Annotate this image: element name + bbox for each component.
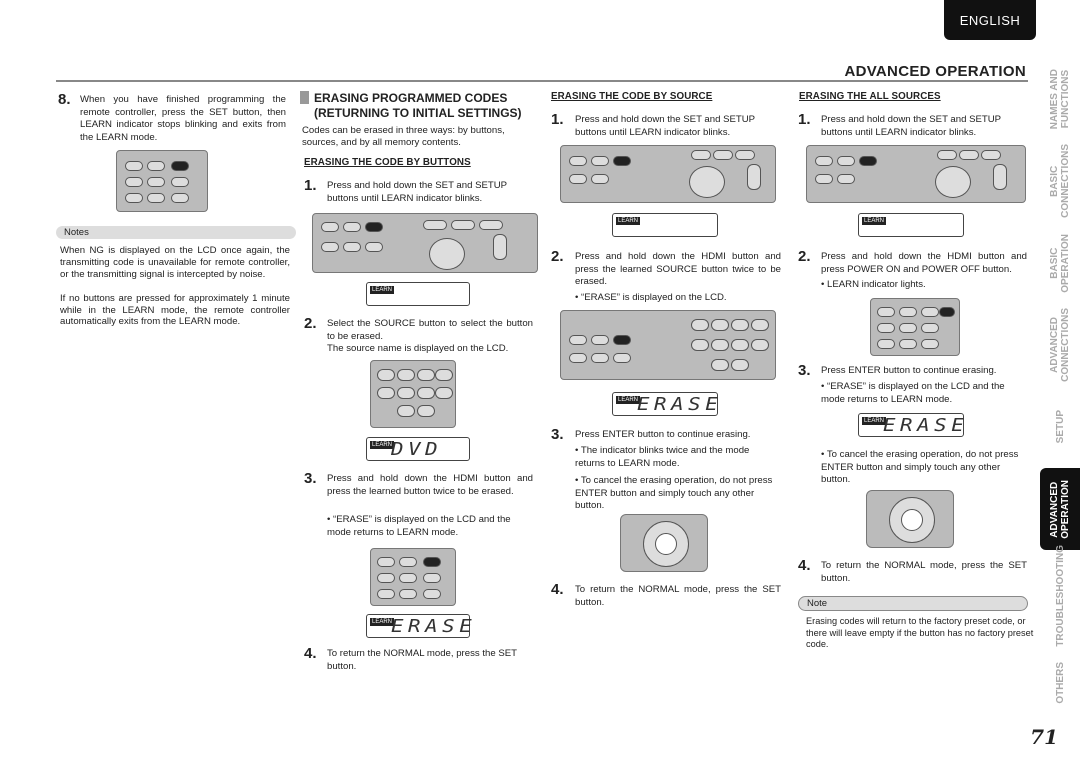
notes-label: Notes <box>56 226 296 239</box>
step-text: To return the NORMAL mode, press the SET button. <box>575 584 781 608</box>
step-number: 1. <box>304 177 317 194</box>
step-number: 2. <box>304 315 317 332</box>
side-tab-names-functions[interactable]: NAMES AND FUNCTIONS <box>1049 68 1071 130</box>
erase-intro: Codes can be erased in three ways: by buttons, sources, and by all memory contents. <box>302 125 505 148</box>
step-text: Press and hold down the HDMI button and press the learned SOURCE button twice to be erased. <box>575 251 781 287</box>
step-number: 2. <box>798 248 811 265</box>
subheading-all-sources: ERASING THE ALL SOURCES <box>799 91 941 102</box>
step-text: Press and hold down the SET and SETUP buttons until LEARN indicator blinks. <box>575 114 755 138</box>
section-title: ADVANCED OPERATION <box>844 63 1026 80</box>
note-1: When NG is displayed on the LCD once again, the transmitting code is unavailable for remote controller, or the transmitting signal is intercepted by noise. <box>60 245 290 280</box>
step-text: Press and hold down the HDMI button and press POWER ON and POWER OFF button. <box>821 251 1027 275</box>
lcd-display: LEARN <box>366 282 470 306</box>
lcd-display: LEARN <box>858 213 964 237</box>
step-text: Press and hold down the SET and SETUP buttons until LEARN indicator blinks. <box>821 114 1001 138</box>
lcd-display: LEARN ERASE <box>612 392 718 416</box>
side-tab-troubleshooting[interactable]: TROUBLESHOOTING <box>1054 545 1066 647</box>
step-number: 4. <box>798 557 811 574</box>
step-text: Press and hold down the HDMI button and press the learned button twice to be erased. <box>327 473 533 497</box>
step-text: Press and hold down the SET and SETUP buttons until LEARN indicator blinks. <box>327 180 507 204</box>
remote-illustration <box>866 490 954 548</box>
step-bullet: • LEARN indicator lights. <box>821 279 926 290</box>
step-number: 2. <box>551 248 564 265</box>
step-text: To return the NORMAL mode, press the SET button. <box>327 648 517 672</box>
step-number: 3. <box>551 426 564 443</box>
step-number: 1. <box>798 111 811 128</box>
side-tab-advanced-connections[interactable]: ADVANCED CONNECTIONS <box>1049 308 1071 382</box>
heading-marker <box>300 91 309 104</box>
erase-heading: ERASING PROGRAMMED CODES (RETURNING TO INITIAL SETTINGS) <box>314 91 522 120</box>
step-text: To return the NORMAL mode, press the SET button. <box>821 560 1027 584</box>
step-bullet: • To cancel the erasing operation, do not press ENTER button and simply touch any other button. <box>821 449 1019 485</box>
remote-illustration <box>370 360 456 428</box>
subheading-by-buttons: ERASING THE CODE BY BUTTONS <box>304 157 471 168</box>
remote-illustration <box>370 548 456 606</box>
note-2: If no buttons are pressed for approximately 1 minute while in the LEARN mode, the remote controller automatically exits from the LEARN mode. <box>60 293 290 327</box>
step-text: Select the SOURCE button to select the button to be erased. <box>327 318 533 342</box>
step-bullet: • “ERASE” is displayed on the LCD and the mode returns to LEARN mode. <box>821 381 1005 405</box>
note-label: Note <box>798 596 1028 611</box>
subheading-by-source: ERASING THE CODE BY SOURCE <box>551 91 713 102</box>
note-text: Erasing codes will return to the factory preset code, or there will leave empty if the button has no factory preset code. <box>806 616 1034 649</box>
language-tab: ENGLISH <box>944 0 1036 40</box>
step-text: Press ENTER button to continue erasing. <box>821 365 997 376</box>
step-text: The source name is displayed on the LCD. <box>327 343 509 354</box>
step-bullet: • “ERASE” is displayed on the LCD and the mode returns to LEARN mode. <box>327 514 511 538</box>
remote-illustration <box>560 310 776 380</box>
lcd-display: LEARN DVD <box>366 437 470 461</box>
remote-illustration <box>870 298 960 356</box>
step-number: 4. <box>551 581 564 598</box>
side-tab-basic-operation[interactable]: BASIC OPERATION <box>1049 233 1071 293</box>
remote-illustration <box>312 213 538 273</box>
step-bullet: • The indicator blinks twice and the mode returns to LEARN mode. <box>575 445 750 469</box>
step-number: 3. <box>798 362 811 379</box>
step-number: 8. <box>58 91 71 108</box>
step-number: 3. <box>304 470 317 487</box>
side-tab-setup[interactable]: SETUP <box>1054 410 1066 444</box>
step-text: When you have finished programming the remote controller, press the SET button, then LEARN indicator stops blinking and exits from the LEARN mode. <box>80 94 286 143</box>
step-bullet: • To cancel the erasing operation, do not press ENTER button and simply touch any other button. <box>575 475 773 511</box>
step-number: 1. <box>551 111 564 128</box>
lcd-display: LEARN ERASE <box>858 413 964 437</box>
side-tab-advanced-operation[interactable]: ADVANCED OPERATION <box>1040 468 1080 550</box>
side-tab-basic-connections[interactable]: BASIC CONNECTIONS <box>1049 144 1071 218</box>
lcd-display: LEARN <box>612 213 718 237</box>
page-number: 71 <box>1030 725 1058 749</box>
remote-illustration <box>806 145 1026 203</box>
side-tab-others[interactable]: OTHERS <box>1054 662 1066 704</box>
step-bullet: • “ERASE” is displayed on the LCD. <box>575 292 727 303</box>
lcd-display: LEARN ERASE <box>366 614 470 638</box>
remote-illustration <box>620 514 708 572</box>
section-divider <box>56 80 1028 82</box>
step-text: Press ENTER button to continue erasing. <box>575 429 751 440</box>
step-number: 4. <box>304 645 317 662</box>
remote-illustration <box>560 145 776 203</box>
remote-illustration <box>116 150 208 212</box>
